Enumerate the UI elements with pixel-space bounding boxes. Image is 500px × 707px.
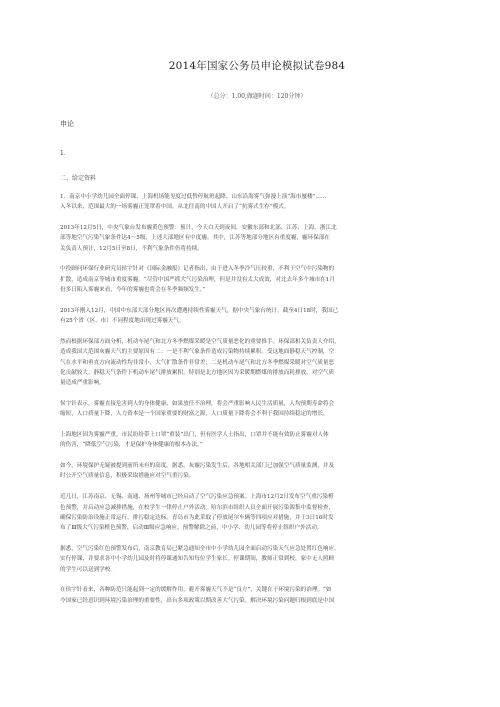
paragraph-3: 中投顾问环保行业研究员侯宇针对《国际金融报》记者指出，由于进入冬季冷气压较重，不利于空气中污染物的 扩散，造成南京等城市重度雾霾。“尽管中国严抓大气污染治理，但是并没有太大成效，对比去年多个城市在1月 份多日陷入雾霾来看，今年的雾霾也将会在冬季频频发生。” — [60, 266, 335, 294]
paragraph-6: 侯宇针表示，雾霾直接危害到人的身体健康，如果放任不治理，将会严重影响人民生活质量，人均预期寿命将会 缩短，人口质量下降，人力资本是一个国家重要的财富之源，人口质量下降将会不利于我国持续稳定的增长。 — [60, 400, 335, 418]
part-heading: 二、给定资料 — [60, 175, 97, 182]
paragraph-7: 上海地区因为雾霾严重，市民纷纷带上口罩“重装”出门，但有医学人士指出，口罩并不能有效防止雾霾对人体 的伤害，“降低空气污染，才是保护身体健康的根本办法。” — [60, 432, 329, 449]
paragraph-2: 2013年12月5日，中央气象台发布霾黄色预警：预计，今天白天到夜间，安徽东部和北部、江苏、上海、浙江北 部等地空气污染气象条件达4～5级，上述大部地区有中度霾。其中，江苏等地部分地区有重度霾，霾环保部在 关负责人预计，12月5日至8日，不利气象条件仍将持续。 — [60, 225, 337, 252]
section-heading: 申论 — [60, 120, 74, 128]
paragraph-4: 2013年刚入12月，中国中东部大部分地区再次遭遇持续性雾霾天气，据中央气象台统计，截至4日18时，我国已 有25个省（区、市）不同程度地出现过雾霾天气。 — [60, 307, 339, 325]
exam-meta: （总分：1.00,做题时间：120分钟） — [207, 93, 307, 100]
document-title: 2014年国家公务员申论模拟试卷984 — [168, 60, 346, 72]
paragraph-11: 在侯宇针看来，各种防范只能起到一定的缓解作用，避开雾霾天气不是“良方”，关键在于环境污染的治理。“如 今国家已经意识到环境污染治理的重要性，出台多项政策以期改善大气污染。解决环境污染问题归根到底是中国 — [60, 587, 335, 604]
question-number: 1． — [60, 150, 70, 157]
paragraph-10: 据悉，空气污染红色预警发布后，南京教育局已紧急通知全市中小学幼儿园全面启动污染天气应急处置红色响应， 实行停课，并要求各中小学幼儿园及时将停课通知告知每位学生家长。停课期间，教师正常到校，家中无人照顾 的学生可以送到学校。 — [60, 545, 340, 573]
paragraph-9: 近几日，江苏南京、无锡、南通、扬州等城市已经启动了空气污染应急预案。上海市12月2日发布空气重污染橙 色预警，并启动应急减排措施，在校学生一律停止户外活动。哈尔滨市组织人员全面开展污染源集中监督检查， 确保污染防治设施正常运行，排污稳定达标。青岛市为此采取了停放尾尔车辆等四项应对措施，并于3日16时发 布了Ⅲ级大气污染橙色预警，启动Ⅲ级应急响应，预警解除之前，中小学、幼儿园等将停止组织户外活动。 — [60, 494, 335, 532]
paragraph-8: 如今，环境保护无疑被提到前所未有的高度。据悉，灰霾污染发生后，各地相关部门已加强空气质量监测，并及 时公开空气质量信息，积极采取措施应对空气重污染。 — [60, 463, 335, 480]
paragraph-1: 1．南京中小学幼儿园全面停课、上海机场能见度过低暂停航班起降、山东沿海雾气弥漫上演“海市蜃楼”…… 入冬以来，范围最大的一场雾霾正笼罩着中国。从北往南的中国人开启了“抗雾式生存”模式。 — [60, 194, 327, 211]
paragraph-5: 然而根据环保部方面分析，机动车尾气和北方冬季燃煤采暖是空气质量恶化的重要推手。环保部相关负责人介绍， 造成我国大范围灰霾天气的主要原因有二：一是不利气象条件造成污染物持续累积。受这地面静稳天气控制，空 气在水平和垂直方向流动性均非常小，大气扩散条件非常差；二是机动车尾气和北方冬季燃煤采暖对空气质量恶 化贡献较大。静稳天气条件下机动车尾气排放累积，特别是北方地区因为采暖期燃煤的排放而耗排放，对空气质 量造成严重影响。 — [60, 338, 340, 387]
